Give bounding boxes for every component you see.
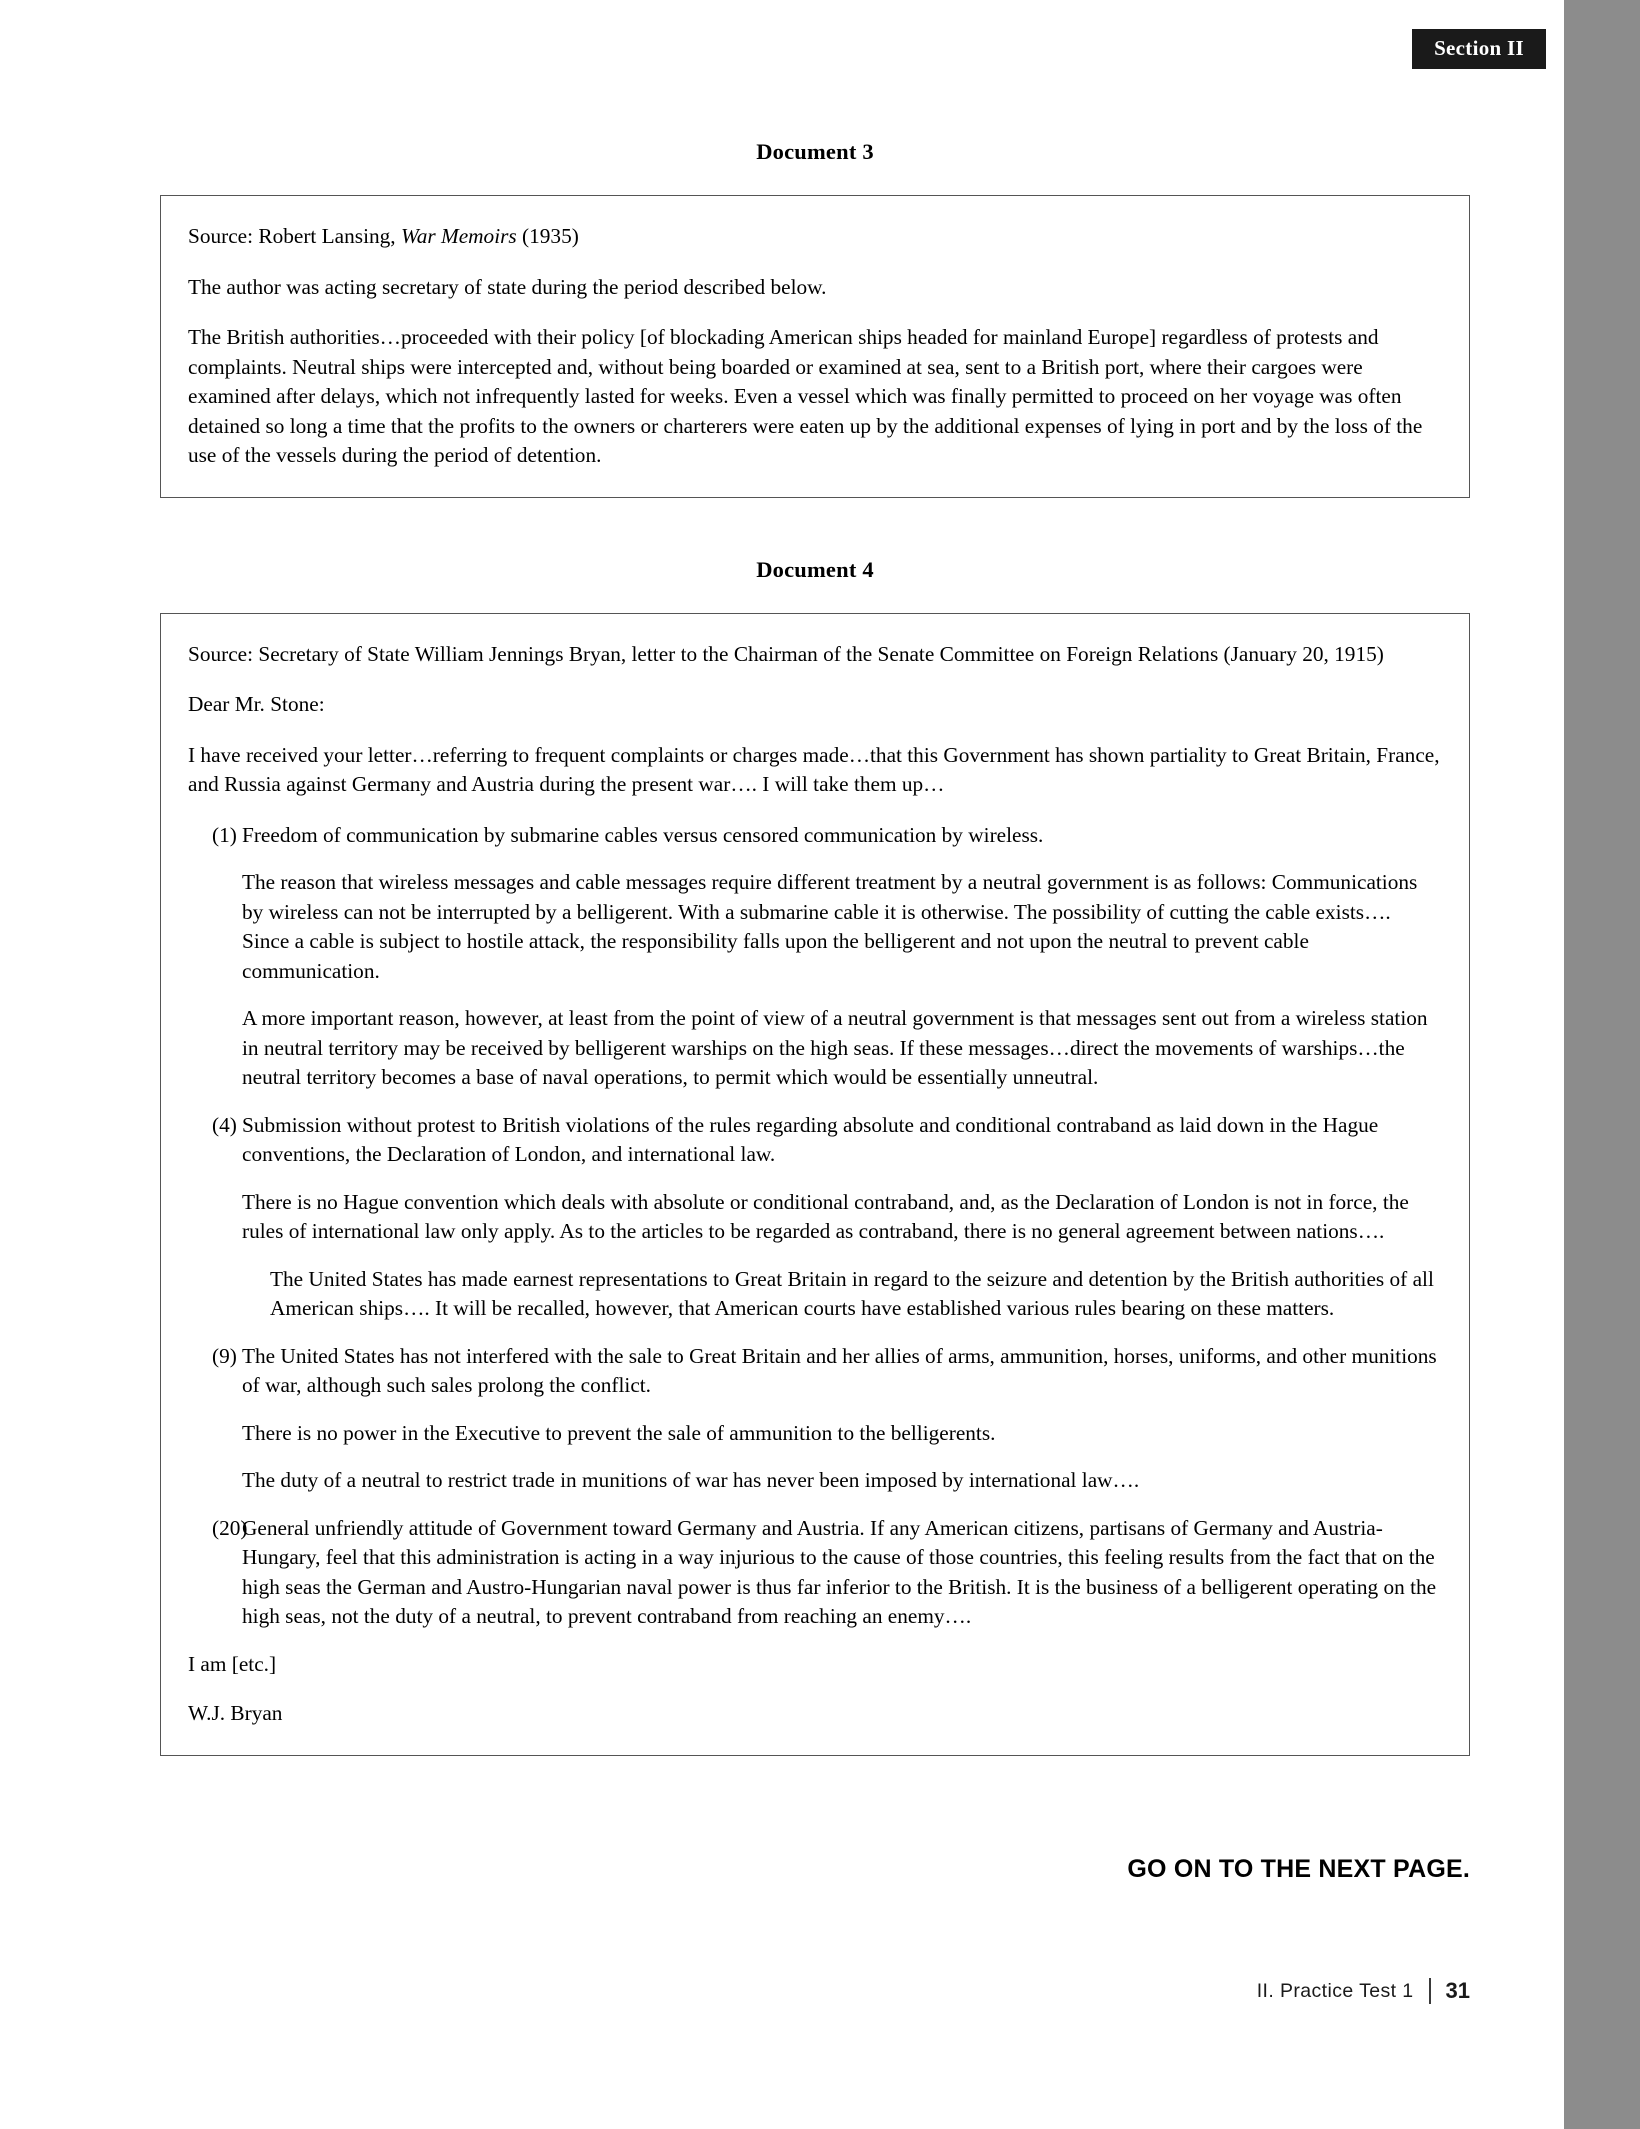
list-item-marker: (9)	[212, 1343, 237, 1368]
source-title-italic: War Memoirs	[400, 224, 517, 248]
document-4-closing: I am [etc.]	[188, 1651, 277, 1676]
list-item-marker: (4)	[212, 1112, 237, 1137]
document-3-attribution: The author was acting secretary of state during the period described below.	[188, 274, 827, 299]
document-3-body: The British authorities…proceeded with their policy [of blockading American ships headed for mainland Europe] regardless of protests and complaints. Neutral ships were intercepted and, without being boarded or examined at sea, sent to a British port, where their cargoes were examined after delays, which not infrequently lasted for weeks. Even a vessel which was finally permitted to proceed on her voyage was often detained so long a time that the profits to the owners or charterers were eaten up by the additional expenses of lying in port and by the loss of the use of the vessels during the period of detention.	[188, 325, 1423, 467]
document-3-title: Document 3	[756, 139, 874, 164]
document-4-title: Document 4	[756, 556, 874, 582]
source-suffix: (1935)	[516, 224, 579, 248]
list-item-marker: (20)	[212, 1515, 248, 1540]
list-item-text: Freedom of communication by submarine cables versus censored communication by wireless.	[242, 822, 1044, 847]
document-4-signature: W.J. Bryan	[188, 1701, 283, 1725]
document-4-intro: I have received your letter…referring to frequent complaints or charges made…that this Government has shown partiality to Great Britain, France, and Russia against Germany and Austria during the present war…. I will take them up…	[188, 742, 1440, 796]
document-4-box	[160, 613, 1470, 1756]
list-item-text: General unfriendly attitude of Government toward Germany and Austria. If any American citizens, partisans of Germany and Austria-Hungary, feel that this administration is acting in a way injurious to the cause of those countries, this feeling results from the fact that on the high seas the German and Austro-Hungarian naval power is thus far inferior to the British. It is the business of a belligerent operating on the high seas, not the duty of a neutral, to prevent contraband from reaching an enemy….	[242, 1515, 1437, 1628]
list-item-sub-paragraph: There is no power in the Executive to prevent the sale of ammunition to the belligerents.	[242, 1420, 996, 1445]
footer-divider	[1429, 1978, 1431, 2004]
page-edge-bar	[1564, 0, 1640, 2129]
list-item	[188, 1111, 1442, 1170]
go-on-notice: GO ON TO THE NEXT PAGE.	[1127, 1855, 1470, 1883]
list-item-sub-paragraph: There is no Hague convention which deals with absolute or conditional contraband, and, as the Declaration of London is not in force, the rules of international law only apply. As to the articles to be regarded as contraband, there is no general agreement between nations….	[242, 1189, 1409, 1243]
list-item	[188, 1342, 1442, 1401]
list-item-sub-paragraph-indented: The United States has made earnest representations to Great Britain in regard to the seizure and detention by the British authorities of all American ships…. It will be recalled, however, that American courts have established various rules bearing on these matters.	[270, 1266, 1434, 1320]
section-label: Section II	[1412, 29, 1546, 69]
source-prefix: Source: Robert Lansing,	[188, 224, 401, 248]
page-number: 31	[1445, 1978, 1470, 2003]
document-3-box	[160, 195, 1470, 498]
content-column	[160, 0, 1470, 1756]
list-item-marker: (1)	[212, 822, 237, 847]
list-item	[188, 1514, 1442, 1632]
document-3-source	[188, 222, 1442, 252]
list-item-sub-paragraph: The reason that wireless messages and cable messages require different treatment by a neutral government is as follows: Communications by wireless can not be interrupted by a belligerent. With a submarine cable it is otherwise. The possibility of cutting the cable exists…. Since a cable is subject to hostile attack, the responsibility falls upon the belligerent and not upon the neutral to prevent cable communication.	[242, 870, 1418, 983]
list-item-text: The United States has not interfered with the sale to Great Britain and her allies of arms, ammunition, horses, uniforms, and other munitions of war, although such sales prolong the conflict.	[242, 1343, 1437, 1397]
document-4-source: Source: Secretary of State William Jennings Bryan, letter to the Chairman of the Senate Committee on Foreign Relations (January 20, 1915)	[188, 641, 1384, 666]
list-item	[188, 821, 1442, 851]
list-item-sub-paragraph: The duty of a neutral to restrict trade in munitions of war has never been imposed by international law….	[242, 1468, 1140, 1492]
page-footer	[1257, 1978, 1470, 2004]
document-4-salutation: Dear Mr. Stone:	[188, 692, 325, 716]
list-item-sub-paragraph: A more important reason, however, at least from the point of view of a neutral government is that messages sent out from a wireless station in neutral territory may be received by belligerent warships on the high seas. If these messages…direct the movements of warships…the neutral territory becomes a base of naval operations, to permit which would be essentially unneutral.	[242, 1006, 1428, 1089]
footer-note: II. Practice Test 1	[1256, 1979, 1414, 2002]
list-item-text: Submission without protest to British violations of the rules regarding absolute and conditional contraband as laid down in the Hague conventions, the Declaration of London, and international law.	[242, 1112, 1379, 1166]
